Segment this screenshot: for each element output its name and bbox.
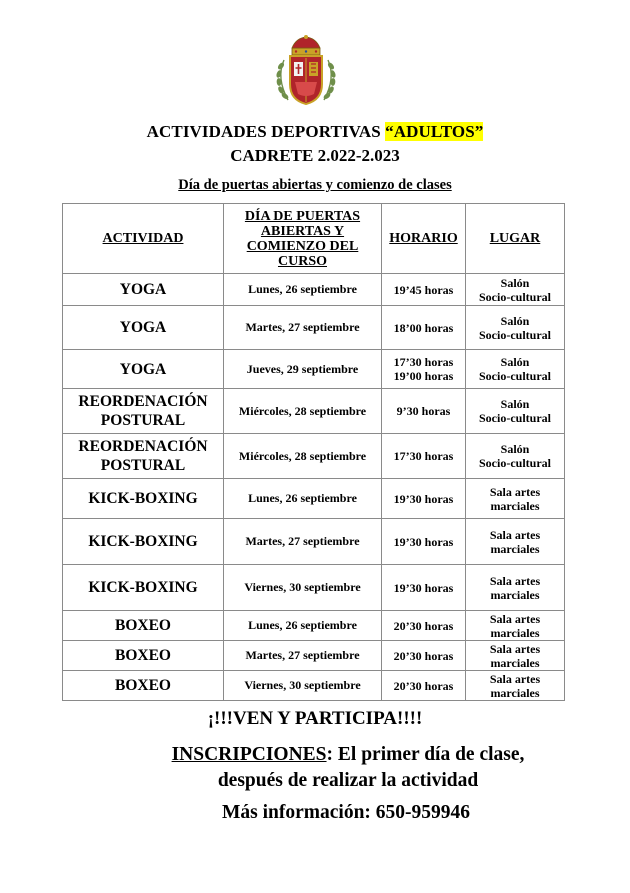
cell-dia: Lunes, 26 septiembre	[224, 611, 382, 641]
schedule-table	[62, 203, 565, 701]
cell-horario: 20’30 horas	[382, 671, 466, 701]
cell-horario: 17’30 horas 19’00 horas	[382, 350, 466, 389]
cell-dia: Lunes, 26 septiembre	[224, 274, 382, 306]
table-row	[63, 671, 565, 701]
cell-dia: Miércoles, 28 septiembre	[224, 389, 382, 434]
cell-horario: 20’30 horas	[382, 641, 466, 671]
header-actividad: ACTIVIDAD	[63, 204, 224, 274]
cell-horario: 9’30 horas	[382, 389, 466, 434]
table-row	[63, 306, 565, 350]
cell-dia: Viernes, 30 septiembre	[224, 671, 382, 701]
cell-lugar: Sala artes marciales	[466, 479, 565, 519]
cell-lugar: Sala artes marciales	[466, 641, 565, 671]
table-row	[63, 611, 565, 641]
cell-horario: 20’30 horas	[382, 611, 466, 641]
table-row	[63, 274, 565, 306]
table-row	[63, 389, 565, 434]
cell-lugar: Sala artes marciales	[466, 565, 565, 611]
cell-lugar: Salón Socio-cultural	[466, 389, 565, 434]
cell-actividad: BOXEO	[63, 641, 224, 671]
cell-horario: 19’30 horas	[382, 519, 466, 565]
cell-actividad: KICK-BOXING	[63, 565, 224, 611]
cell-dia: Martes, 27 septiembre	[224, 519, 382, 565]
cell-lugar: Salón Socio-cultural	[466, 350, 565, 389]
cell-actividad: BOXEO	[63, 611, 224, 641]
page-title-prefix: ACTIVIDADES DEPORTIVAS	[146, 122, 386, 141]
cell-horario: 19’45 horas	[382, 274, 466, 306]
table-row	[63, 350, 565, 389]
cell-actividad: KICK-BOXING	[63, 519, 224, 565]
cell-actividad: BOXEO	[63, 671, 224, 701]
table-row	[63, 434, 565, 479]
cell-actividad: REORDENACIÓN POSTURAL	[63, 434, 224, 479]
cell-horario: 17’30 horas	[382, 434, 466, 479]
inscripciones-text	[0, 742, 630, 794]
page-subtitle-year: CADRETE 2.022-2.023	[230, 146, 400, 165]
cell-lugar: Sala artes marciales	[466, 611, 565, 641]
cell-lugar: Salón Socio-cultural	[466, 434, 565, 479]
cell-dia: Lunes, 26 septiembre	[224, 479, 382, 519]
cell-actividad: KICK-BOXING	[63, 479, 224, 519]
page-title	[0, 122, 630, 142]
table-row	[63, 479, 565, 519]
header-lugar: LUGAR	[466, 204, 565, 274]
header-horario: HORARIO	[382, 204, 466, 274]
section-heading: Día de puertas abiertas y comienzo de clases	[178, 177, 452, 193]
cell-actividad: YOGA	[63, 306, 224, 350]
cell-lugar: Sala artes marciales	[466, 671, 565, 701]
cell-dia: Martes, 27 septiembre	[224, 641, 382, 671]
cell-horario: 18’00 horas	[382, 306, 466, 350]
cell-dia: Viernes, 30 septiembre	[224, 565, 382, 611]
inscripciones-detail: : El primer día de clase,	[326, 744, 525, 765]
cell-actividad: YOGA	[63, 274, 224, 306]
table-row	[63, 519, 565, 565]
table-row	[63, 641, 565, 671]
cadrete-coat-of-arms-icon	[270, 34, 342, 110]
contact-info: Más información: 650-959946	[221, 802, 471, 823]
inscripciones-line2: después de realizar la actividad	[217, 770, 479, 791]
header-dia: DÍA DE PUERTAS ABIERTAS Y COMIENZO DEL CURSO	[224, 204, 382, 274]
cell-dia: Jueves, 29 septiembre	[224, 350, 382, 389]
cell-actividad: YOGA	[63, 350, 224, 389]
cell-lugar: Salón Socio-cultural	[466, 306, 565, 350]
cell-horario: 19’30 horas	[382, 479, 466, 519]
inscripciones-label: INSCRIPCIONES	[171, 744, 327, 765]
call-to-action: ¡!!!VEN Y PARTICIPA!!!!	[207, 708, 423, 729]
table-row	[63, 565, 565, 611]
page-title-highlight: “ADULTOS”	[385, 122, 484, 141]
cell-lugar: Salón Socio-cultural	[466, 274, 565, 306]
cell-dia: Miércoles, 28 septiembre	[224, 434, 382, 479]
table-header-row	[63, 204, 565, 274]
cell-lugar: Sala artes marciales	[466, 519, 565, 565]
cell-actividad: REORDENACIÓN POSTURAL	[63, 389, 224, 434]
cell-dia: Martes, 27 septiembre	[224, 306, 382, 350]
cell-horario: 19’30 horas	[382, 565, 466, 611]
